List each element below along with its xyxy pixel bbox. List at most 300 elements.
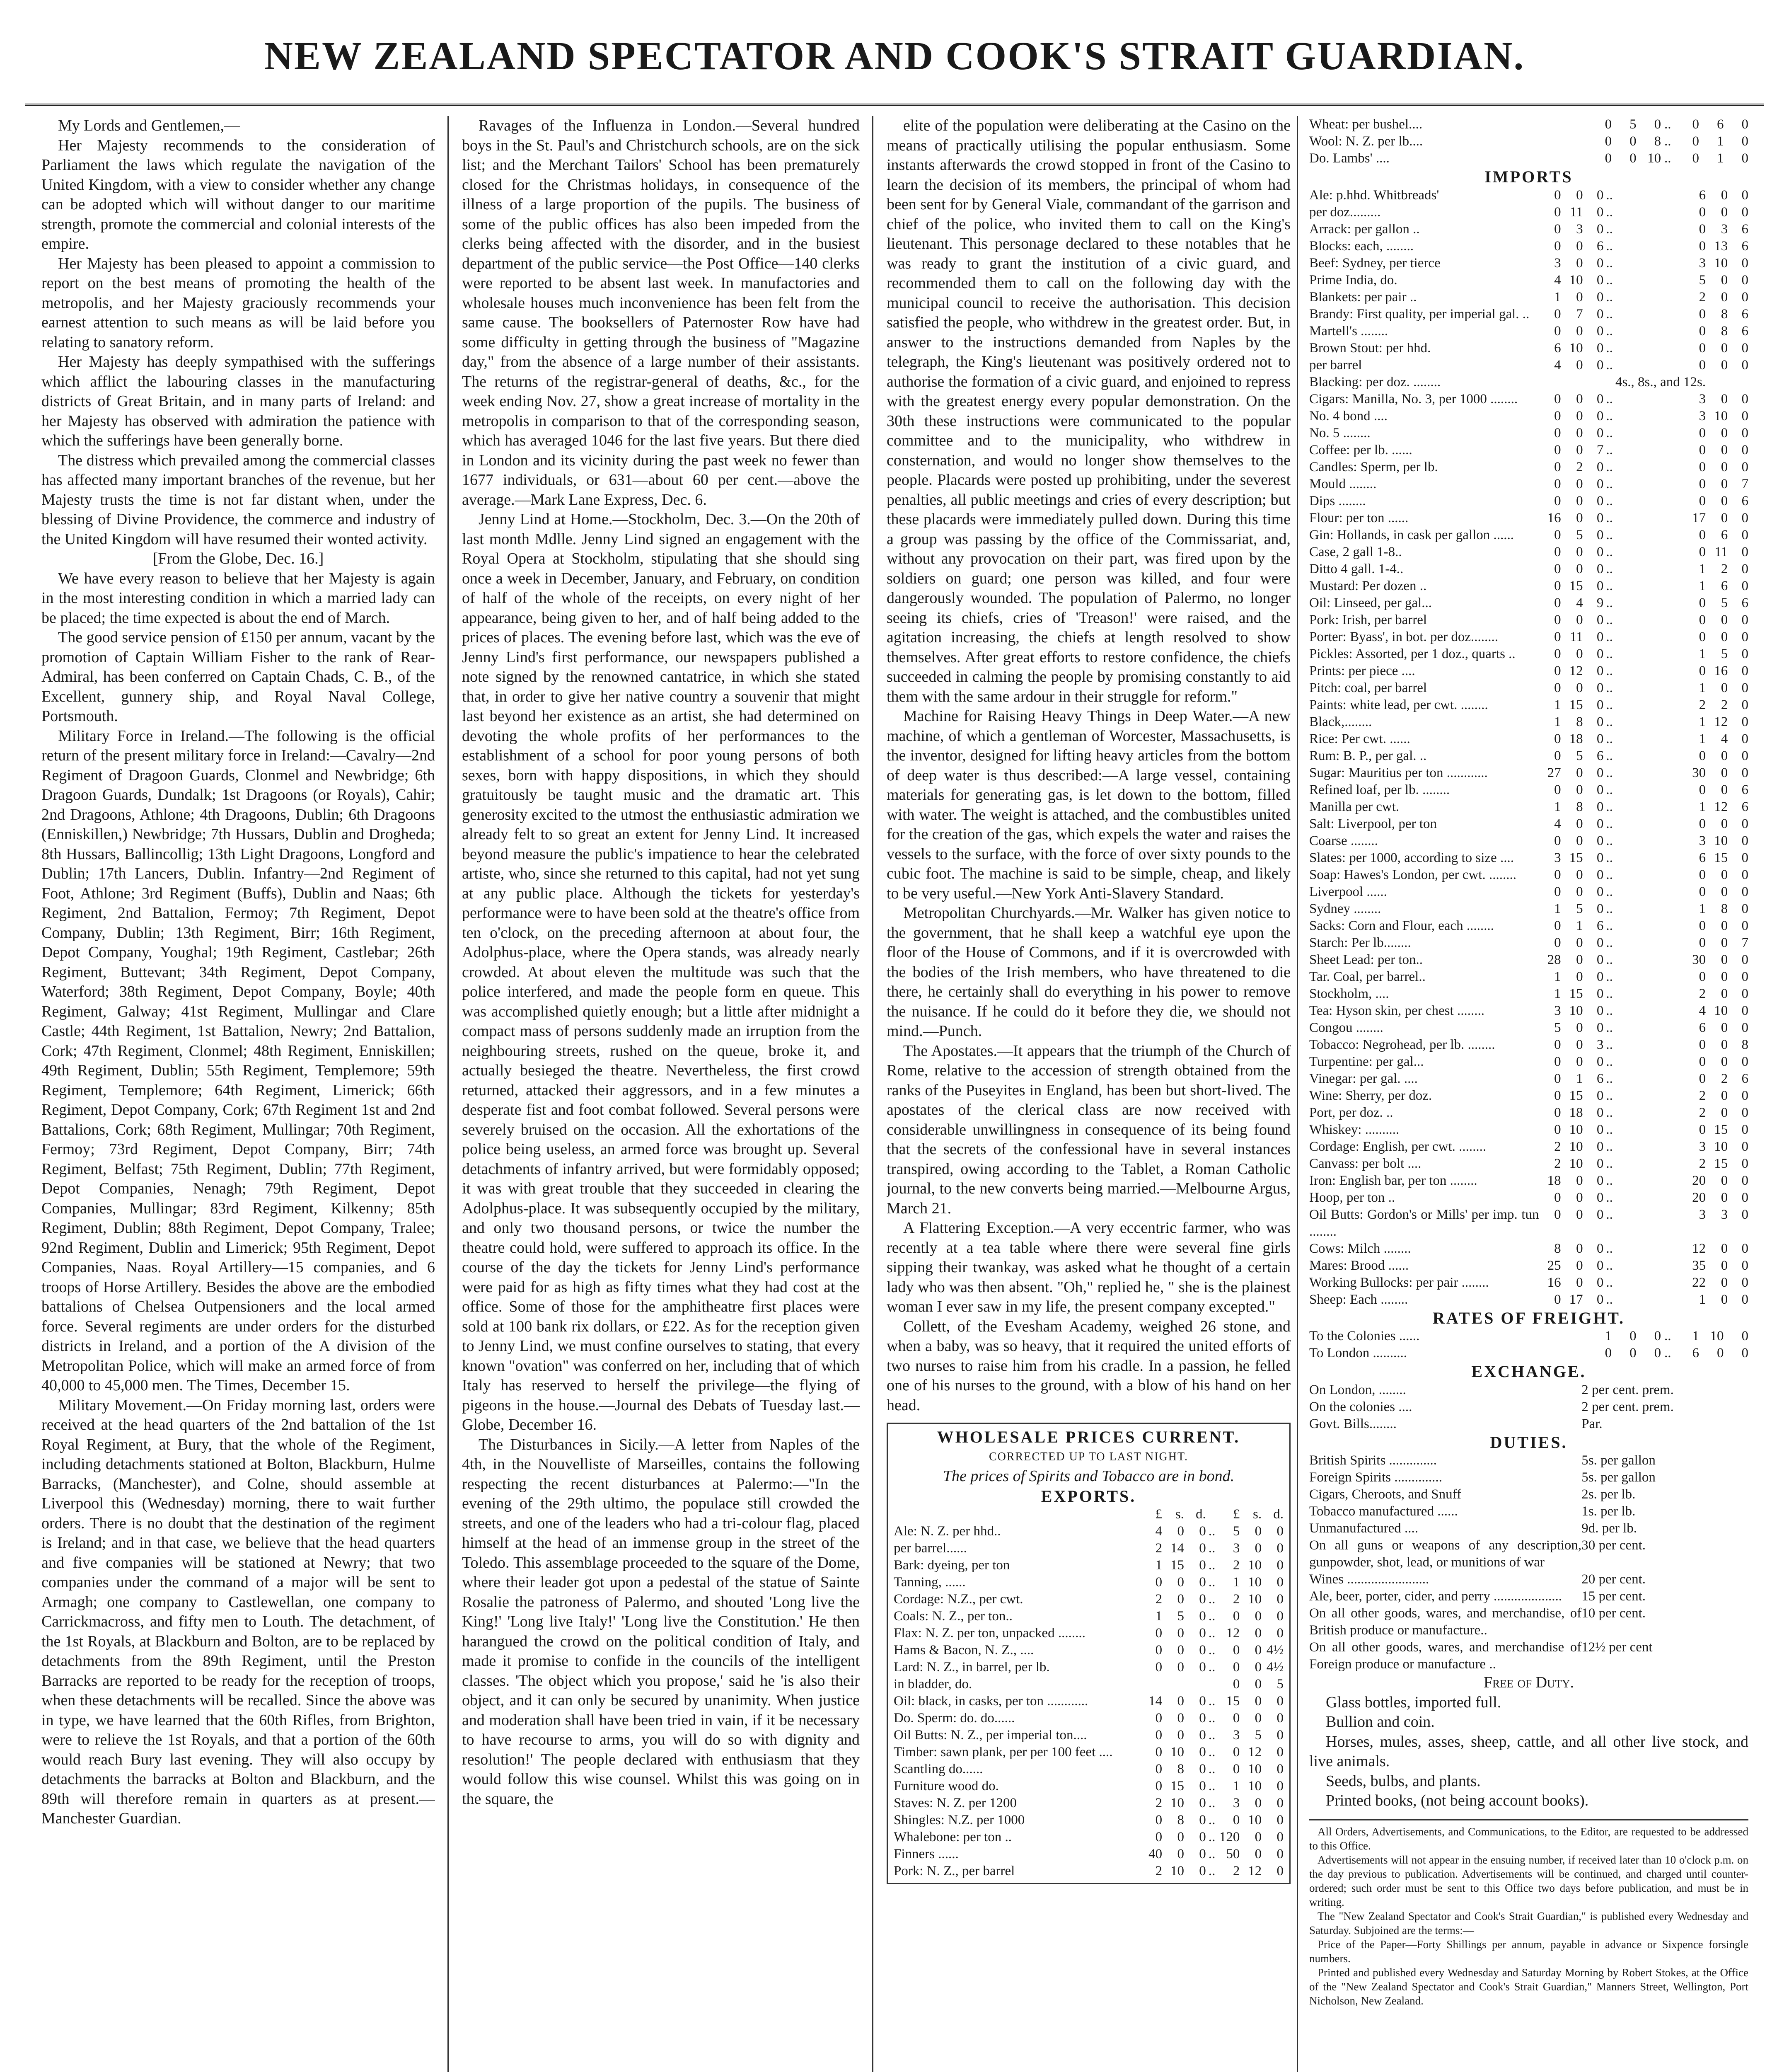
rate-value: 2 per cent. prem. (1581, 1399, 1674, 1414)
price-value: .. (1606, 238, 1613, 254)
price-value: 0 (1699, 1122, 1706, 1137)
price-value: 0 (1576, 493, 1583, 508)
price-value: 0 (1699, 1037, 1706, 1052)
price-value: 0 (1699, 527, 1706, 542)
price-row (1309, 510, 1748, 527)
currency-unit: £ (1155, 1507, 1163, 1522)
price-row (894, 1795, 1284, 1812)
price-value: 0 (1721, 986, 1728, 1001)
price-value: 0 (1699, 459, 1706, 474)
price-value: 12 (1569, 663, 1583, 678)
price-value: .. (1606, 1088, 1613, 1103)
price-value: 0 (1554, 1037, 1561, 1052)
price-value: 0 (1276, 1541, 1284, 1556)
price-value: 0 (1721, 204, 1728, 220)
price-value (1603, 374, 1615, 391)
price-value: 0 (1741, 544, 1748, 559)
price-value: 0 (1741, 901, 1748, 916)
price-value: .. (1208, 1779, 1216, 1794)
price-item: Liverpool ...... (1309, 884, 1387, 899)
price-value: 10 (1248, 1813, 1262, 1828)
price-value: 0 (1741, 289, 1748, 305)
price-value: .. (1606, 561, 1613, 576)
rate-value: 2 per cent. prem. (1581, 1382, 1674, 1397)
rate-item: Ale, beer, porter, cider, and perry .................... (1309, 1589, 1562, 1604)
price-value: .. (1606, 306, 1613, 322)
price-value: .. (1208, 1711, 1216, 1726)
price-value: 0 (1605, 151, 1612, 166)
price-value: 12 (1248, 1745, 1262, 1760)
price-value: 2 (1699, 1088, 1706, 1103)
price-row (1309, 1019, 1748, 1036)
price-value: 0 (1233, 1711, 1240, 1726)
price-value: 0 (1699, 1071, 1706, 1086)
price-value: 0 (1741, 1156, 1748, 1171)
price-value: 0 (1199, 1813, 1206, 1828)
price-value: 0 (1276, 1813, 1284, 1828)
price-value: 0 (1741, 1105, 1748, 1120)
price-value: 30 (1692, 952, 1706, 967)
masthead (25, 8, 1764, 106)
price-item: Do. Sperm: do. do...... (894, 1711, 1015, 1726)
rate-row (1309, 1399, 1748, 1416)
price-row (894, 1557, 1284, 1574)
rate-value: 1s. per lb. (1581, 1504, 1636, 1519)
price-value: 0 (1596, 646, 1604, 661)
price-value: 40 (1148, 1847, 1163, 1861)
price-value: 0 (1554, 1292, 1561, 1307)
price-value: .. (1606, 782, 1613, 797)
price-value: 0 (1177, 1575, 1184, 1590)
price-value: 14 (1148, 1694, 1163, 1709)
price-value: 3 (1554, 255, 1561, 271)
price-value: 0 (1741, 442, 1748, 457)
rate-item: Unmanufactured .... (1309, 1521, 1418, 1536)
price-value: 0 (1721, 1173, 1728, 1188)
price-value: 5 (1255, 1728, 1262, 1743)
price-value: 6 (1716, 117, 1724, 132)
price-value (1184, 1676, 1206, 1693)
price-value: 12 (1714, 799, 1728, 814)
price-item: No. 4 bond .... (1309, 408, 1388, 424)
price-value: 0 (1554, 459, 1561, 474)
price-row (1309, 374, 1748, 391)
price-value: 6 (1596, 748, 1604, 763)
price-item: Bark: dyeing, per ton (894, 1558, 1010, 1573)
price-item: Soap: Hawes's London, per cwt. ........ (1309, 867, 1516, 882)
price-value: 5 (1629, 117, 1637, 132)
price-row (1309, 425, 1748, 442)
price-value: .. (1606, 799, 1613, 814)
price-value: 0 (1199, 1711, 1206, 1726)
price-value: 0 (1596, 884, 1604, 899)
price-value: .. (1208, 1660, 1216, 1675)
price-value: 0 (1155, 1813, 1163, 1828)
price-value: 6 (1741, 221, 1748, 237)
price-row (894, 1693, 1284, 1710)
price-value: 0 (1629, 134, 1637, 149)
price-value: 4 (1554, 357, 1561, 373)
price-row (1309, 917, 1748, 934)
price-value: 0 (1721, 1054, 1728, 1069)
price-row (1309, 1087, 1748, 1104)
price-value: 0 (1596, 1122, 1604, 1137)
price-value: 0 (1721, 1105, 1728, 1120)
column-rule (447, 116, 449, 2072)
price-value: 18 (1569, 1105, 1583, 1120)
rate-item: On all other goods, wares, and merchandise of Foreign produce or manufacture .. (1309, 1640, 1582, 1672)
price-item: Ditto 4 gall. 1-4.. (1309, 561, 1404, 576)
price-value: 1 (1699, 646, 1706, 661)
price-value: 0 (1596, 935, 1604, 950)
price-value: 0 (1699, 969, 1706, 984)
price-value: 0 (1605, 117, 1612, 132)
price-value: 0 (1554, 782, 1561, 797)
article-paragraph: The Disturbances in Sicily.—A letter from Naples of the 4th, in the Nouvelliste of Marseilles, contains the following respecting the recent disturbances at Palermo:—"In the evening of the 29th ultimo, the populace still crowded the streets, and one of the leaders who had a tri-colour flag, placed himself at the head of an immense group in the street of the Toledo. This assemblage proceeded to the square of the Dome, where their leader got upon a pedestal of the statue of Sainte Rosalie the patroness of Palermo, and shouted 'Long live the King!' 'Long live Italy!' 'Long live the Constitution.' He then harangued the crowd on the political condition of Italy, and made it promise to confide in the councils of the intelligent classes. 'The object which you propose,' said he 'is also their object, and it can only be secured by unanimity. When justice and moderation shall have been tried in vain, if it be necessary to have recourse to arms, you will do so with dignity and resolution!' The people declared with enthusiasm that they would follow this wise counsel. Whilst this was going on in the square, the (462, 1435, 860, 1808)
price-value: 0 (1554, 408, 1561, 424)
price-value: 0 (1576, 680, 1583, 695)
price-value: 8 (1654, 134, 1661, 149)
price-value: 0 (1596, 425, 1604, 441)
article-paragraph: [From the Globe, Dec. 16.] (152, 550, 324, 567)
price-value: .. (1606, 765, 1613, 780)
price-value: 0 (1199, 1609, 1206, 1624)
price-value: .. (1208, 1541, 1216, 1556)
price-row (1309, 1240, 1748, 1257)
price-value: 1 (1554, 986, 1561, 1001)
price-value: 0 (1596, 1275, 1604, 1290)
price-value: .. (1208, 1796, 1216, 1811)
price-value: 0 (1255, 1541, 1262, 1556)
article-paragraph: Military Movement.—On Friday morning last, orders were received at the head quarters of the 2nd battalion of the 1st Royal Regiment, at Bury, that the whole of the Regiment, including detachments stationed at Bolton, Blackburn, Hulme Barracks, (Manchester), and Colne, should assemble at Liverpool this (Wednesday) morning, there to wait further orders. There is no doubt that the destination of the regiment is Ireland; and in that case, we believe that the head quarters and five companies will be stationed at Newry; that two companies under the command of a major will be sent to Armagh; one company to Castlewellan, one company to Carrickmacross, and fifty men to Louth. The detachment, of the 1st Royals, at Blackburn and Bolton, are to be replaced by detachments from the 89th Regiment, until the Preston Barracks are reported to be ready for the reception of troops, when these detachments will be recalled. Since the above was in type, we have learned that the 60th Rifles, from Brighton, were to relieve the 1st Royals, and that a portion of the 60th would reach Bury last evening. They will also occupy by detachments the barracks at Bolton and Blackburn, and the 89th will therefore remain in quarters as at present.—Manchester Guardian. (41, 1396, 435, 1827)
price-value: 4 (1699, 1003, 1706, 1018)
price-value: 5 (1276, 1677, 1284, 1692)
price-value: 0 (1721, 1037, 1728, 1052)
price-value: 0 (1721, 1020, 1728, 1035)
price-row (1309, 289, 1748, 306)
price-value: 0 (1699, 323, 1706, 339)
price-value: 0 (1721, 816, 1728, 831)
price-row (1309, 578, 1748, 595)
price-value: 0 (1741, 918, 1748, 933)
price-value: 0 (1576, 646, 1583, 661)
price-value: 0 (1721, 765, 1728, 780)
price-value: 0 (1576, 765, 1583, 780)
price-value: 0 (1554, 867, 1561, 882)
price-value: 15 (1569, 986, 1583, 1001)
duties-heading: DUTIES. (1490, 1433, 1568, 1452)
price-item: Flax: N. Z. per ton, unpacked ........ (894, 1626, 1085, 1641)
price-row (1309, 816, 1748, 833)
price-value: 0 (1255, 1830, 1262, 1844)
price-value: 0 (1741, 1275, 1748, 1290)
price-value: 0 (1576, 187, 1583, 203)
price-value: 0 (1741, 561, 1748, 576)
exports-table (894, 1506, 1284, 1880)
price-item: Beef: Sydney, per tierce (1309, 255, 1441, 271)
price-value: 0 (1554, 1207, 1561, 1222)
price-value: 10 (1248, 1592, 1262, 1607)
price-value: 0 (1255, 1711, 1262, 1726)
price-row (1309, 1291, 1748, 1308)
price-item: Cordage: English, per cwt. ........ (1309, 1139, 1487, 1154)
price-value: .. (1606, 884, 1613, 899)
price-value: .. (1606, 204, 1613, 220)
price-value: .. (1606, 833, 1613, 848)
price-value: 30 (1692, 765, 1706, 780)
price-value: 0 (1721, 612, 1728, 627)
price-item: Sheet Lead: per ton.. (1309, 952, 1423, 967)
price-value: 0 (1692, 151, 1699, 166)
price-item: Pork: N. Z., per barrel (894, 1864, 1015, 1878)
price-value: 0 (1596, 697, 1604, 712)
currency-unit: s. (1175, 1507, 1184, 1522)
price-value: 17 (1569, 1292, 1583, 1307)
price-value: 0 (1721, 935, 1728, 950)
price-value: 12 (1226, 1626, 1240, 1641)
price-value: 0 (1596, 663, 1604, 678)
price-value: 2 (1699, 289, 1706, 305)
price-value: .. (1606, 969, 1613, 984)
price-value: 0 (1699, 884, 1706, 899)
price-value: 0 (1699, 782, 1706, 797)
price-value: 0 (1699, 493, 1706, 508)
price-row (1309, 680, 1748, 697)
price-value: 15 (1714, 850, 1728, 865)
price-item: Cows: Milch ........ (1309, 1241, 1411, 1256)
price-value: 16 (1547, 510, 1561, 525)
price-value: 0 (1699, 595, 1706, 610)
price-value: 0 (1276, 1694, 1284, 1709)
price-value: 0 (1554, 425, 1561, 441)
price-value: 0 (1721, 867, 1728, 882)
price-value: 3 (1233, 1728, 1240, 1743)
price-value: 0 (1741, 425, 1748, 441)
price-item: per barrel...... (894, 1541, 967, 1556)
price-value: 10 (1248, 1575, 1262, 1590)
price-value: 1 (1699, 578, 1706, 593)
price-value: 0 (1654, 1329, 1661, 1343)
price-value: .. (1606, 527, 1613, 542)
price-row (1309, 1274, 1748, 1291)
price-value: 0 (1721, 1241, 1728, 1256)
price-value: .. (1664, 151, 1671, 166)
rate-value: 30 per cent. (1581, 1538, 1646, 1553)
price-value: 0 (1654, 1346, 1661, 1360)
price-value: 1 (1699, 901, 1706, 916)
price-value: 1 (1699, 561, 1706, 576)
price-item: Do. Lambs' .... (1309, 151, 1390, 166)
price-value: 16 (1547, 1275, 1561, 1290)
rate-row (1309, 1416, 1748, 1433)
rate-item: Cigars, Cheroots, and Snuff (1309, 1487, 1461, 1502)
price-value: 0 (1233, 1677, 1240, 1692)
price-value: 0 (1741, 986, 1748, 1001)
price-row (1309, 646, 1748, 663)
price-row (894, 1761, 1284, 1778)
price-value: 0 (1199, 1626, 1206, 1641)
price-value: 0 (1721, 1275, 1728, 1290)
price-value: 8 (1177, 1813, 1184, 1828)
column-rule (872, 116, 873, 2072)
column-rule (1297, 116, 1298, 2072)
price-value: 0 (1554, 1071, 1561, 1086)
price-value: .. (1606, 442, 1613, 457)
price-value: 15 (1170, 1779, 1184, 1794)
price-value: 0 (1177, 1660, 1184, 1675)
price-value: 0 (1741, 272, 1748, 288)
price-value: 0 (1596, 391, 1604, 407)
price-value: 0 (1155, 1643, 1163, 1658)
price-value: 0 (1721, 289, 1728, 305)
price-item: Brandy: First quality, per imperial gal. .. (1309, 306, 1530, 322)
price-value: 1 (1155, 1609, 1163, 1624)
rate-value: Par. (1581, 1416, 1603, 1431)
price-row (1309, 985, 1748, 1002)
price-value: 0 (1596, 816, 1604, 831)
price-row (894, 1574, 1284, 1591)
price-value: 0 (1255, 1660, 1262, 1675)
price-row (1309, 884, 1748, 900)
column-3-articles (887, 116, 1291, 1415)
price-value: 0 (1554, 1088, 1561, 1103)
price-value (1561, 374, 1583, 391)
price-value: 0 (1199, 1592, 1206, 1607)
price-value: 11 (1569, 629, 1583, 644)
price-value: 0 (1596, 493, 1604, 508)
price-row (1309, 1206, 1748, 1240)
price-value: 10 (1569, 1139, 1583, 1154)
price-value: 8 (1177, 1762, 1184, 1777)
price-value: 3 (1554, 1003, 1561, 1018)
price-value: 4½ (1266, 1660, 1284, 1675)
price-row (894, 1659, 1284, 1676)
price-value: 0 (1155, 1711, 1163, 1726)
price-item: Gin: Hollands, in cask per gallon ...... (1309, 527, 1514, 542)
price-item: Vinegar: per gal. .... (1309, 1071, 1418, 1086)
price-value: 10 (1569, 1003, 1583, 1018)
price-value: .. (1208, 1830, 1216, 1844)
exports-heading: EXPORTS. (1041, 1486, 1136, 1506)
price-value: 3 (1554, 850, 1561, 865)
price-value: 0 (1554, 629, 1561, 644)
price-value: 0 (1576, 1054, 1583, 1069)
price-value: 0 (1554, 663, 1561, 678)
price-value: .. (1606, 595, 1613, 610)
price-value: 1 (1554, 697, 1561, 712)
price-value: 20 (1692, 1173, 1706, 1188)
price-value: 50 (1226, 1847, 1240, 1861)
price-value: 0 (1554, 1054, 1561, 1069)
price-row (894, 1778, 1284, 1795)
price-value: 10 (1710, 1329, 1724, 1343)
price-row (894, 1744, 1284, 1761)
price-value: 1 (1716, 151, 1724, 166)
rate-item: British Spirits .............. (1309, 1453, 1437, 1468)
price-value: 0 (1721, 391, 1728, 407)
price-value: .. (1208, 1847, 1216, 1861)
price-item: per doz......... (1309, 204, 1381, 220)
price-value: 6 (1741, 799, 1748, 814)
price-value: 0 (1177, 1592, 1184, 1607)
price-value: .. (1606, 663, 1613, 678)
price-value: 12 (1692, 1241, 1706, 1256)
price-item: Starch: Per lb........ (1309, 935, 1411, 950)
price-value: .. (1606, 1173, 1613, 1188)
prices-subheading: CORRECTED UP TO LAST NIGHT. (989, 1450, 1189, 1463)
price-value: 0 (1699, 867, 1706, 882)
price-value: 0 (1576, 425, 1583, 441)
price-value: 0 (1596, 255, 1604, 271)
price-value: 5 (1721, 646, 1728, 661)
price-row (1309, 340, 1748, 357)
price-value: 0 (1596, 714, 1604, 729)
price-value: .. (1606, 425, 1613, 441)
price-row (1309, 595, 1748, 612)
free-of-duty-list (1309, 1693, 1748, 1811)
price-value: 4 (1576, 595, 1583, 610)
article-paragraph: Her Majesty has been pleased to appoint a commission to report on the best means of promoting the health of the metropolis, and her Majesty graciously recommends your earnest attention to such means as will be laid before you relating to sanatory reform. (41, 254, 435, 351)
price-value: .. (1606, 986, 1613, 1001)
price-item: Mustard: Per dozen .. (1309, 578, 1427, 593)
price-value: 6 (1699, 1020, 1706, 1035)
price-value: 0 (1741, 1003, 1748, 1018)
price-value: 0 (1699, 357, 1706, 373)
price-row (1309, 799, 1748, 816)
price-value: 0 (1716, 1346, 1724, 1360)
price-value: 10 (1714, 1139, 1728, 1154)
price-value: 0 (1554, 544, 1561, 559)
price-value: 10 (1569, 1122, 1583, 1137)
price-value: 6 (1741, 782, 1748, 797)
price-value: .. (1606, 459, 1613, 474)
price-value: 0 (1741, 1292, 1748, 1307)
column-2 (462, 116, 860, 2072)
price-item: Tanning, ...... (894, 1575, 966, 1590)
price-value: 5 (1699, 272, 1706, 288)
freight-heading: RATES OF FREIGHT. (1433, 1308, 1625, 1327)
price-item: Candles: Sperm, per lb. (1309, 459, 1438, 474)
price-row (1309, 951, 1748, 968)
price-value: 3 (1699, 255, 1706, 271)
price-item: in bladder, do. (894, 1677, 972, 1692)
price-value: 0 (1741, 748, 1748, 763)
price-value: 10 (1248, 1558, 1262, 1573)
price-value: 0 (1177, 1694, 1184, 1709)
price-value: .. (1606, 680, 1613, 695)
produce-table (1309, 116, 1748, 167)
rate-row (1309, 1520, 1748, 1537)
currency-unit: s. (1253, 1507, 1262, 1522)
price-value: 0 (1741, 612, 1748, 627)
price-value: 0 (1596, 221, 1604, 237)
price-value: 0 (1276, 1796, 1284, 1811)
rate-item: Foreign Spirits .............. (1309, 1470, 1442, 1485)
price-row (1309, 1328, 1748, 1345)
rate-row (1309, 1537, 1748, 1571)
price-value: 0 (1155, 1762, 1163, 1777)
price-item: Oil Butts: N. Z., per imperial ton.... (894, 1728, 1087, 1743)
price-value: 0 (1741, 1346, 1748, 1360)
price-value: 6 (1741, 1071, 1748, 1086)
rate-row (1309, 1571, 1748, 1588)
price-value: 0 (1576, 1037, 1583, 1052)
price-value: 0 (1699, 476, 1706, 491)
price-item: Black,........ (1309, 714, 1372, 729)
price-value: 0 (1741, 816, 1748, 831)
price-item: Martell's ........ (1309, 323, 1388, 339)
price-row (1309, 150, 1748, 167)
